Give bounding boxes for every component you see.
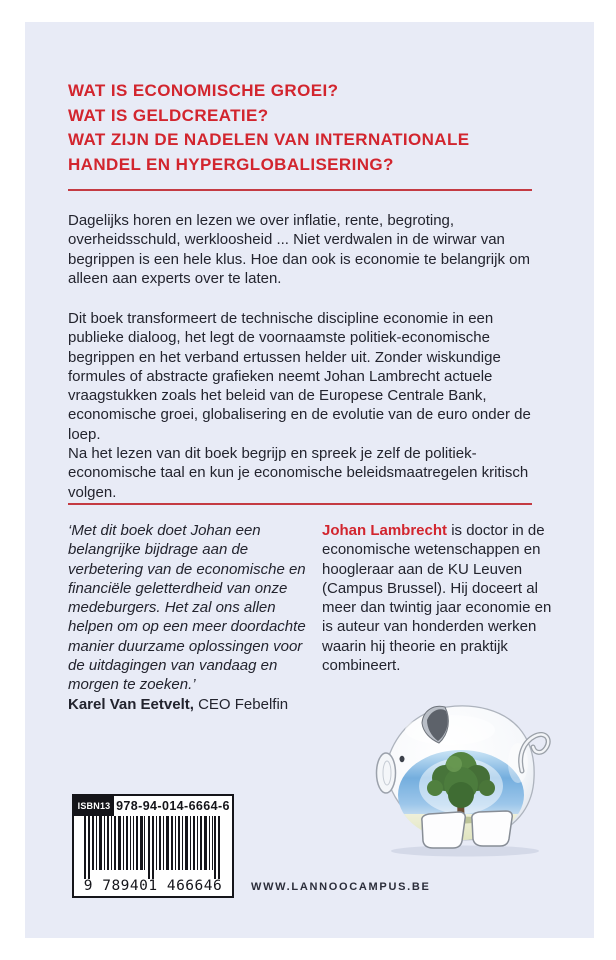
author-bio bbox=[322, 521, 558, 675]
quote-attribution-role: CEO Febelfin bbox=[198, 695, 289, 713]
author-name: Johan Lambrecht bbox=[322, 522, 448, 539]
description-paragraph: Dit boek transformeert de technische discipline economie in een publieke dialoog, het legt de voornaamste politiek-economische begrippen en het verband ertussen helder uit. Zonder wiskundige formules of abstracte grafieken neemt Johan Lambrecht actuele vraagstukken zoals het beleid van de Europese Centrale Bank, economische groei, globalisering en de evolutie van de euro onder de loep. bbox=[68, 310, 531, 443]
headline-line-3: WAT ZIJN DE NADELEN VAN INTERNATIONALE bbox=[68, 130, 470, 150]
pig-snout bbox=[377, 753, 396, 793]
pig-eye bbox=[400, 756, 405, 762]
intro-paragraph: Dagelijks horen en lezen we over inflatie, rente, begroting, overheidsschuld, werkloosheid ... Niet verdwalen in de wirwar van begrippen is een hele klus. Hoe dan ook is economie te belangrijk om alleen aan experts over te laten. bbox=[68, 212, 530, 287]
piggy-bank-illustration bbox=[375, 698, 560, 858]
quote-text: ‘Met dit boek doet Johan een belangrijke bijdrage aan de verbetering van de economische en financiële geletterdheid van onze medeburgers. Het zal ons allen helpen om op een meer doordachte manier duurzame oplossingen voor de uitdagingen van vandaag en morgen te zoeken.’ bbox=[68, 522, 306, 694]
publisher-website: WWW.LANNOOCAMPUS.BE bbox=[251, 881, 431, 893]
headline-line-4: HANDEL EN HYPERGLOBALISERING? bbox=[68, 154, 394, 174]
quote-attribution bbox=[68, 695, 308, 714]
barcode-digits: 9 789401 466646 bbox=[83, 878, 223, 894]
headline-line-2: WAT IS GELDCREATIE? bbox=[68, 105, 269, 125]
isbn-format-label: ISBN13 bbox=[74, 796, 114, 816]
barcode-header bbox=[74, 796, 232, 816]
divider-bottom bbox=[68, 503, 532, 505]
isbn-number: 978-94-014-6664-6 bbox=[116, 799, 230, 813]
closing-paragraph: Na het lezen van dit boek begrijp en spreek je zelf de politiek-economische taal en kun je economische beleidsmaatregelen kritisch volgen. bbox=[68, 445, 529, 501]
divider-top bbox=[68, 189, 532, 191]
author-bio-text bbox=[322, 521, 558, 675]
pig-shadow bbox=[391, 846, 539, 857]
barcode-bars bbox=[74, 816, 232, 882]
quote-attribution-name: Karel Van Eetvelt, bbox=[68, 695, 194, 713]
author-bio-body: is doctor in de economische wetenschappen en hoogleraar aan de KU Leuven (Campus Brussel). Hij doceert al meer dan twintig jaar economie en is auteur van honderden werken waarin hij theorie en praktijk combineert. bbox=[322, 522, 552, 675]
headline bbox=[68, 79, 548, 177]
back-cover bbox=[25, 22, 594, 938]
isbn-barcode bbox=[72, 794, 234, 898]
endorsement-quote bbox=[68, 521, 308, 714]
headline-line-1: WAT IS ECONOMISCHE GROEI? bbox=[68, 81, 339, 100]
